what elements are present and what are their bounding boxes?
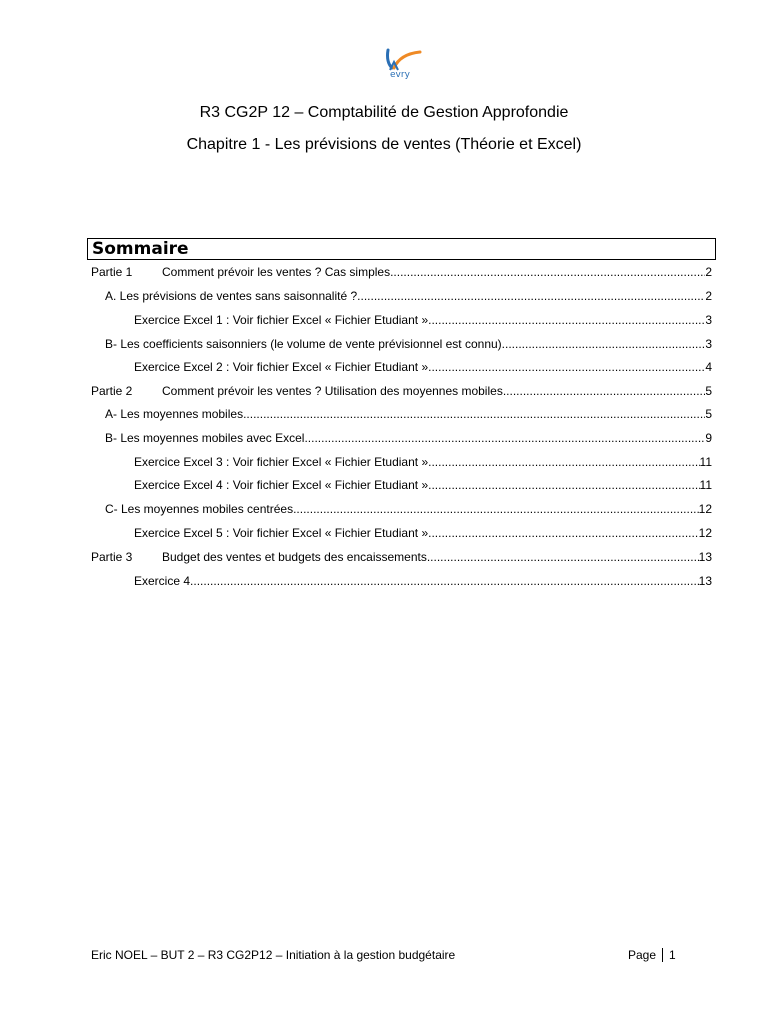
toc-entry[interactable] bbox=[105, 337, 712, 351]
toc-leader bbox=[293, 502, 699, 516]
toc-entry-label: Exercice Excel 2 : Voir fichier Excel « Fichier Etudiant » bbox=[134, 360, 429, 374]
toc-page-number: 5 bbox=[705, 384, 712, 398]
toc-page-number: 5 bbox=[705, 407, 712, 421]
document-title: R3 CG2P 12 – Comptabilité de Gestion Approfondie bbox=[199, 104, 569, 121]
logo-text: evry bbox=[390, 70, 410, 80]
toc-entry[interactable] bbox=[91, 384, 712, 398]
toc-leader bbox=[428, 313, 705, 327]
toc-entry-label: A. Les prévisions de ventes sans saisonnalité ? bbox=[105, 289, 358, 303]
footer-text: Eric NOEL – BUT 2 – R3 CG2P12 – Initiation à la gestion budgétaire bbox=[91, 948, 456, 962]
toc-entry[interactable] bbox=[105, 431, 712, 445]
toc-entry[interactable] bbox=[105, 407, 712, 421]
toc-entry-label: Budget des ventes et budgets des encaissements bbox=[162, 550, 427, 564]
toc-entry[interactable] bbox=[134, 360, 712, 374]
toc-entry-label: Exercice Excel 5 : Voir fichier Excel « Fichier Etudiant » bbox=[134, 526, 429, 540]
toc-entry-label: B- Les coefficients saisonniers (le volume de vente prévisionnel est connu) bbox=[105, 337, 502, 351]
toc-leader bbox=[427, 550, 699, 564]
toc-entry[interactable] bbox=[91, 550, 712, 564]
toc-page-number: 11 bbox=[699, 478, 712, 492]
footer-page-label: Page bbox=[628, 948, 657, 962]
toc-page-number: 3 bbox=[705, 337, 712, 351]
toc-entry-label: Exercice Excel 1 : Voir fichier Excel « Fichier Etudiant » bbox=[134, 313, 429, 327]
toc-part-label: Partie 3 bbox=[91, 550, 133, 564]
toc-heading: Sommaire bbox=[92, 239, 189, 259]
footer-page bbox=[628, 948, 676, 962]
toc-entry-label: Comment prévoir les ventes ? Utilisation des moyennes mobiles bbox=[162, 384, 503, 398]
toc-leader bbox=[357, 289, 705, 303]
footer-divider bbox=[662, 948, 663, 962]
toc-entry-label: Exercice Excel 4 : Voir fichier Excel « Fichier Etudiant » bbox=[134, 478, 429, 492]
toc-leader bbox=[428, 455, 699, 469]
toc-entry-label: C- Les moyennes mobiles centrées bbox=[105, 502, 294, 516]
toc-entry-label: Comment prévoir les ventes ? Cas simples bbox=[162, 265, 391, 279]
toc-leader bbox=[502, 337, 706, 351]
toc-entry[interactable] bbox=[134, 478, 712, 492]
toc-page-number: 2 bbox=[705, 265, 712, 279]
chapter-title: Chapitre 1 - Les prévisions de ventes (Théorie et Excel) bbox=[186, 136, 582, 153]
toc-leader bbox=[428, 360, 705, 374]
toc-page-number: 12 bbox=[698, 502, 712, 516]
toc-page-number: 13 bbox=[698, 550, 712, 564]
toc-leader bbox=[390, 265, 705, 279]
toc-entry-label: A- Les moyennes mobiles bbox=[105, 407, 244, 421]
toc-page-number: 12 bbox=[698, 526, 712, 540]
toc-page-number: 3 bbox=[705, 313, 712, 327]
toc-entry-label: Exercice 4 bbox=[134, 574, 191, 588]
toc-page-number: 13 bbox=[698, 574, 712, 588]
toc-entry[interactable] bbox=[105, 502, 712, 516]
toc-entry[interactable] bbox=[134, 526, 712, 540]
toc-page-number: 11 bbox=[699, 455, 712, 469]
toc-part-label: Partie 2 bbox=[91, 384, 133, 398]
toc-leader bbox=[503, 384, 705, 398]
toc-page-number: 2 bbox=[705, 289, 712, 303]
toc-heading-box bbox=[87, 238, 716, 260]
toc-leader bbox=[190, 574, 699, 588]
toc-entry-label: Exercice Excel 3 : Voir fichier Excel « Fichier Etudiant » bbox=[134, 455, 429, 469]
toc-entry[interactable] bbox=[134, 455, 712, 469]
evry-logo bbox=[380, 44, 426, 88]
toc-leader bbox=[428, 526, 699, 540]
footer-page-number: 1 bbox=[669, 948, 676, 962]
toc-entry[interactable] bbox=[91, 265, 712, 279]
toc-page-number: 4 bbox=[705, 360, 712, 374]
toc-leader bbox=[304, 431, 705, 445]
toc-page-number: 9 bbox=[705, 431, 712, 445]
toc-entry-label: B- Les moyennes mobiles avec Excel bbox=[105, 431, 305, 445]
toc-leader bbox=[243, 407, 705, 421]
toc-entry[interactable] bbox=[105, 289, 712, 303]
toc-leader bbox=[428, 478, 699, 492]
toc-part-label: Partie 1 bbox=[91, 265, 133, 279]
toc-entry[interactable] bbox=[134, 313, 712, 327]
toc-entry[interactable] bbox=[134, 574, 712, 588]
